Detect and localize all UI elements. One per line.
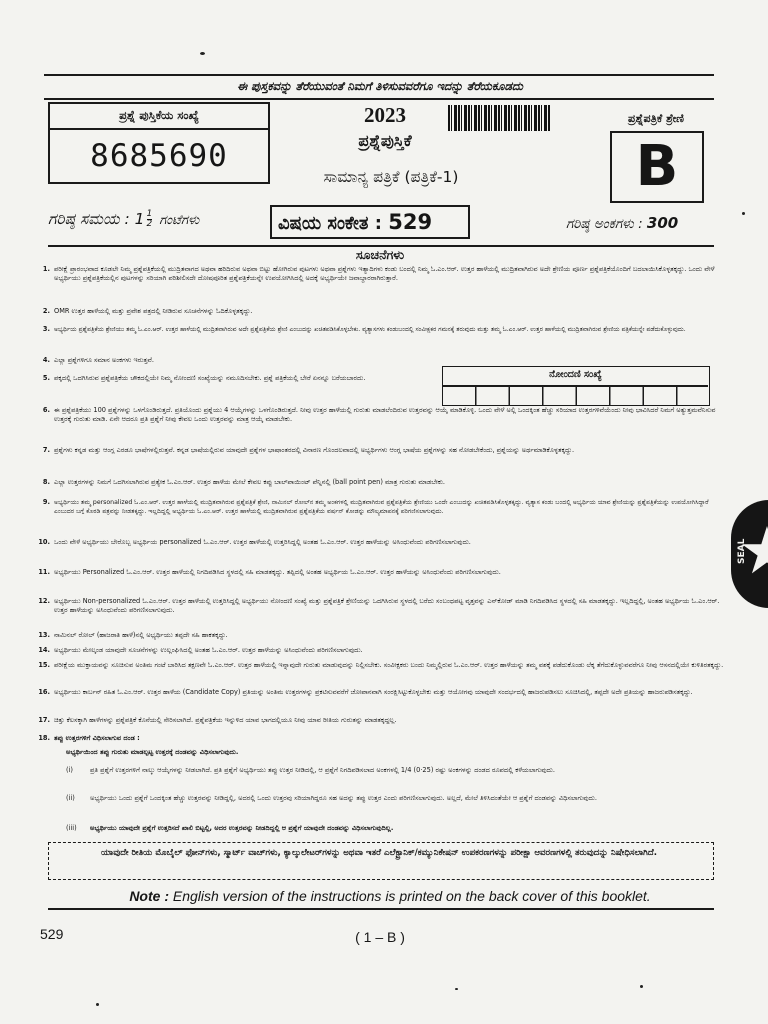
instruction-text: ಅಭ್ಯರ್ಥಿಯು ಕಾರ್ಬನ್ ರಹಿತ ಓ.ಎಂ.ಆರ್. ಉತ್ತರ ಹಾಳೆಯ (Candidate Copy) ಪ್ರತಿಯನ್ನು ಅಂತಿಮ ಉತ್ತರಗಳನ್ನು ಪ್ರಕಟಿಸುವವರೆಗೆ ಜೋಪಾನವಾಗಿ ಸಂರಕ್ಷಿಸಿಟ್ಟುಕೊಳ್ಳಬೇಕು ಮತ್ತು ಆಯೋಗವು ಯಾವುದೇ ಸಂದರ್ಭದಲ್ಲಿ ಹಾಜರುಪಡಿಸಲು ಸೂಚಿಸಿದಲ್ಲಿ, ತಪ್ಪದೇ ಅದೇ ಪ್ರತಿಯನ್ನು ಹಾಜರುಪಡಿಸತಕ್ಕದ್ದು.: [54, 688, 693, 696]
time-frac-den: 2: [146, 219, 153, 229]
time-label: ಗರಿಷ್ಠ ಸಮಯ : 1: [48, 210, 145, 228]
max-time: [48, 210, 263, 229]
instruction-item-10: [30, 538, 720, 558]
instruction-item-14: [30, 646, 730, 657]
instruction-number: 4.: [42, 356, 50, 364]
register-number-cells[interactable]: [443, 387, 708, 405]
max-marks: [566, 214, 726, 232]
instruction-number: 10.: [38, 538, 50, 546]
scan-speck: [640, 985, 643, 988]
penalty-number: (iii): [66, 824, 77, 832]
penalty-item-3: [66, 824, 716, 836]
instruction-item-12: [30, 597, 720, 627]
instruction-number: 9.: [42, 498, 50, 506]
time-unit: ಗಂಟೆಗಳು: [159, 213, 200, 228]
max-marks-value: 300: [646, 214, 679, 232]
barcode: [448, 105, 550, 131]
note-prefix: Note :: [129, 888, 169, 904]
instruction-number: 12.: [38, 597, 50, 605]
scan-speck: [200, 52, 205, 55]
instruction-number: 1.: [42, 265, 50, 273]
subject-code: [278, 210, 464, 234]
instruction-text: ತಪ್ಪು ಉತ್ತರಗಳಿಗೆ ವಿಧಿಸಲಾಗುವ ದಂಡ :: [54, 734, 140, 742]
instruction-number: 3.: [42, 325, 50, 333]
penalty-text: ಅಭ್ಯರ್ಥಿಯು ಒಂದು ಪ್ರಶ್ನೆಗೆ ಒಂದಕ್ಕಿಂತ ಹೆಚ್ಚು ಉತ್ತರವನ್ನು ನೀಡಿದ್ದಲ್ಲಿ, ಅದರಲ್ಲಿ ಒಂದು ಉತ್ತರವು ಸರಿಯಾಗಿದ್ದರೂ ಸಹ ಅದನ್ನು ತಪ್ಪು ಉತ್ತರ ಎಂದು ಪರಿಗಣಿಸಲಾಗುವುದು. ಅಲ್ಲದೆ, ಮೇಲೆ ತಿಳಿಸಿದಂತೆಯೇ ಆ ಪ್ರಶ್ನೆಗೆ ದಂಡವನ್ನು ವಿಧಿಸಲಾಗುವುದು.: [90, 794, 597, 802]
instruction-item-5: [30, 374, 435, 396]
instructions-heading: ಸೂಚನೆಗಳು: [355, 247, 405, 262]
booklet-serial-label: ಪ್ರಶ್ನೆ ಪುಸ್ತಿಕೆಯ ಸಂಖ್ಯೆ: [119, 108, 199, 122]
instruction-number: 14.: [38, 646, 50, 654]
instruction-item-11: [30, 568, 720, 588]
series-letter: B: [635, 134, 679, 199]
instruction-item-7: [30, 446, 730, 466]
footer-page: ( 1 – B ): [355, 929, 405, 945]
top-notice: ಈ ಪುಸ್ತಕವನ್ನು ತೆರೆಯುವಂತೆ ನಿಮಗೆ ತಿಳಿಸುವವರೆಗೂ ಇದನ್ನು ತೆರೆಯಕೂಡದು: [237, 79, 523, 93]
electronics-ban-notice: ಯಾವುದೇ ರೀತಿಯ ಮೊಬೈಲ್ ಫೋನ್‌ಗಳು, ಸ್ಮಾರ್ಟ್ ವಾಚ್‌ಗಳು, ಕ್ಯಾಲ್ಕುಲೇಟರ್‌ಗಳನ್ನು ಅಥವಾ ಇತರೆ ಎಲೆಕ್ಟ್ರಾನಿಕ್/ಕಮ್ಯುನಿಕೇಷನ್ ಉಪಕರಣಗಳನ್ನು ಪರೀಕ್ಷಾ ಆವರಣಗಳಲ್ಲಿ ತರುವುದನ್ನು ನಿಷೇಧಿಸಲಾಗಿದೆ.: [100, 848, 658, 858]
instruction-text: ಈ ಪ್ರಶ್ನೆಪತ್ರಿಕೆಯು 100 ಪ್ರಶ್ನೆಗಳನ್ನು ಒಳಗೊಂಡಿರುತ್ತದೆ. ಪ್ರತಿಯೊಂದು ಪ್ರಶ್ನೆಯು 4 ಆಯ್ಕೆಗಳನ್ನು ಒಳಗೊಂಡಿರುತ್ತದೆ. ನೀವು ಉತ್ತರ ಹಾಳೆಯಲ್ಲಿ ಗುರುತು ಮಾಡಲೆಂದಿರುವ ಉತ್ತರವನ್ನು ಆಯ್ಕೆ ಮಾಡಿಕೊಳ್ಳಿ. ಒಂದು ವೇಳೆ ಅಲ್ಲಿ ಒಂದಕ್ಕಿಂತ ಹೆಚ್ಚು ಸರಿಯಾದ ಉತ್ತರಗಳಿವೆಯೆಂದು ನೀವು ಭಾವಿಸಿದರೆ ನಿಮಗೆ ಅತ್ಯುತ್ತಮವೆನಿಸುವ ಉತ್ತರಕ್ಕೆ ಗುರುತು ಮಾಡಿ. ಏನೇ ಆದರೂ ಪ್ರತಿ ಪ್ರಶ್ನೆಗೆ ನೀವು ಕೇವಲ ಒಂದು ಉತ್ತರವನ್ನು ಮಾತ್ರ ಆಯ್ಕೆ ಮಾಡಬೇಕು.: [54, 406, 716, 424]
register-number-label: ನೋಂದಣಿ ಸಂಖ್ಯೆ: [549, 369, 602, 380]
instruction-number: 8.: [42, 478, 50, 486]
instruction-item-18: [30, 734, 730, 745]
english-version-note: [60, 888, 720, 904]
penalty-number: (i): [66, 766, 73, 774]
instruction-item-16: [30, 688, 730, 708]
instruction-text: ಒಂದು ವೇಳೆ ಅಭ್ಯರ್ಥಿಯು ಬೇರೊಬ್ಬ ಅಭ್ಯರ್ಥಿಯ personalized ಓ.ಎಂ.ಆರ್. ಉತ್ತರ ಹಾಳೆಯಲ್ಲಿ ಉತ್ತರಿಸಿದ್ದಲ್ಲಿ ಅಂತಹ ಓ.ಎಂ.ಆರ್. ಉತ್ತರ ಹಾಳೆಯನ್ನು ಅಸಿಂಧುವೆಂದು ಪರಿಗಣಿಸಲಾಗುವುದು.: [54, 538, 471, 546]
note-text: English version of the instructions is printed on the back cover of this booklet.: [172, 888, 651, 904]
seal-sticker: [731, 500, 768, 608]
penalty-text: ಅಭ್ಯರ್ಥಿಯು ಯಾವುದೇ ಪ್ರಶ್ನೆಗೆ ಉತ್ತರಿಸದೆ ಖಾಲಿ ಬಿಟ್ಟಲ್ಲಿ, ಅದರ ಉತ್ತರವನ್ನು ನೀಡದಿದ್ದಲ್ಲಿ ಆ ಪ್ರಶ್ನೆಗೆ ಯಾವುದೇ ದಂಡವನ್ನು ವಿಧಿಸಲಾಗುವುದಿಲ್ಲ.: [90, 824, 394, 832]
instruction-number: 2.: [42, 307, 50, 315]
instruction-number: 16.: [38, 688, 50, 696]
penalty-heading: ಅಭ್ಯರ್ಥಿಯಿಂದ ತಪ್ಪು ಗುರುತು ಮಾಡಲ್ಪಟ್ಟ ಉತ್ತರಕ್ಕೆ ದಂಡವನ್ನು ವಿಧಿಸಲಾಗುವುದು.: [66, 748, 239, 756]
instruction-text: ಚಿತ್ತು ಕೆಲಸಕ್ಕಾಗಿ ಹಾಳೆಗಳನ್ನು ಪ್ರಶ್ನೆಪತ್ರಿಕೆ ಕೊನೆಯಲ್ಲಿ ಸೇರಿಸಲಾಗಿದೆ. ಪ್ರಶ್ನೆಪತ್ರಿಕೆಯ ಇನ್ನುಳಿದ ಯಾವ ಭಾಗದಲ್ಲಿಯೂ ನೀವು ಯಾವ ರೀತಿಯ ಗುರುತನ್ನು ಮಾಡತಕ್ಕದ್ದಲ್ಲ.: [54, 716, 397, 724]
note-rule: [48, 908, 714, 910]
instruction-text: OMR ಉತ್ತರ ಹಾಳೆಯಲ್ಲಿ ಮತ್ತು ಪ್ರವೇಶ ಪತ್ರದಲ್ಲಿ ನೀಡಿರುವ ಸೂಚನೆಗಳನ್ನು ಓದಿಕೊಳ್ಳತಕ್ಕದ್ದು.: [54, 307, 253, 315]
penalty-text: ಪ್ರತಿ ಪ್ರಶ್ನೆಗೆ ಉತ್ತರಗಳಿಗೆ ನಾಲ್ಕು ಆಯ್ಕೆಗಳನ್ನು ನೀಡಲಾಗಿದೆ. ಪ್ರತಿ ಪ್ರಶ್ನೆಗೆ ಅಭ್ಯರ್ಥಿಯು ತಪ್ಪು ಉತ್ತರ ನೀಡಿದಲ್ಲಿ, ಆ ಪ್ರಶ್ನೆಗೆ ನಿಗದಿಪಡಿಸಲಾದ ಅಂಕಗಳಲ್ಲಿ 1/4 (0·25) ರಷ್ಟು ಅಂಕಗಳನ್ನು ದಂಡದ ರೂಪದಲ್ಲಿ ಕಳೆಯಲಾಗುವುದು.: [90, 766, 556, 774]
instruction-item-2: [30, 307, 730, 318]
notice-rule: [44, 98, 714, 100]
electronics-ban-box: [48, 842, 714, 880]
instruction-text: ಅಭ್ಯರ್ಥಿಯು Non-personalized ಓ.ಎಂ.ಆರ್. ಉತ್ತರ ಹಾಳೆಯಲ್ಲಿ ಉತ್ತರಿಸಿದ್ದಲ್ಲಿ ಅಭ್ಯರ್ಥಿಯು ನೋಂದಣಿ ಸಂಖ್ಯೆ ಮತ್ತು ಪ್ರಶ್ನೆಪತ್ರಿಕೆ ಶ್ರೇಣಿಯನ್ನು ಒದಗಿಸಿರುವ ಸ್ಥಳದಲ್ಲಿ ಬರೆದು ಸಂಬಂಧಪಟ್ಟ ವೃತ್ತವನ್ನು ಎನ್‌ಕೋಡ್ ಮಾಡಿ ನಿಗದಿಪಡಿಸಿದ ಸ್ಥಳದಲ್ಲಿ ಸಹಿ ಮಾಡತಕ್ಕದ್ದು. ಇಲ್ಲದಿದ್ದಲ್ಲಿ, ಅಂತಹ ಅಭ್ಯರ್ಥಿಯ ಓ.ಎಂ.ಆರ್. ಉತ್ತರ ಹಾಳೆಯನ್ನು ಅಸಿಂಧುವೆಂದು ಪರಿಗಣಿಸಲಾಗುವುದು.: [54, 597, 720, 615]
instruction-text: ಪ್ರಶ್ನೆಗಳು ಕನ್ನಡ ಮತ್ತು ಆಂಗ್ಲ ಎರಡೂ ಭಾಷೆಗಳಲ್ಲಿರುತ್ತವೆ. ಕನ್ನಡ ಭಾಷೆಯಲ್ಲಿರುವ ಯಾವುದೇ ಪ್ರಶ್ನೆಗಳ ಭಾಷಾಂತರದಲ್ಲಿ ವಿನಾರಣ ಗೊಂದಲವಾದಲ್ಲಿ ಅಭ್ಯರ್ಥಿಗಳು ಆಂಗ್ಲ ಭಾಷೆಯ ಪ್ರಶ್ನೆಗಳನ್ನು ಸಹ ನೋಡಬೇಕೆಂದು, ಪ್ರಶ್ನೆಯನ್ನು ಅರ್ಥಮಾಡಿಕೊಳ್ಳತಕ್ಕದ್ದು.: [54, 446, 575, 454]
instruction-text: ಅಭ್ಯರ್ಥಿಯು ಮೇಲ್ಕಂಡ ಯಾವುದೇ ಸೂಚನೆಗಳನ್ನು ಉಲ್ಲಂಘಿಸಿದಲ್ಲಿ ಅಂತಹ ಓ.ಎಂ.ಆರ್. ಉತ್ತರ ಹಾಳೆಯನ್ನು ಅಸಿಂಧುವೆಂದು ಪರಿಗಣಿಸಲಾಗುವುದು.: [54, 646, 363, 654]
penalty-number: (ii): [66, 794, 75, 802]
max-marks-label: ಗರಿಷ್ಠ ಅಂಕಗಳು :: [566, 216, 643, 232]
instruction-text: ಅಭ್ಯರ್ಥಿಯು Personalized ಓ.ಎಂ.ಆರ್. ಉತ್ತರ ಹಾಳೆಯಲ್ಲಿ ನಿಗದಿಪಡಿಸಿದ ಸ್ಥಳದಲ್ಲಿ ಸಹಿ ಮಾಡತಕ್ಕದ್ದು. ತಪ್ಪಿದಲ್ಲಿ ಅಂತಹ ಅಭ್ಯರ್ಥಿಯ ಓ.ಎಂ.ಆರ್. ಉತ್ತರ ಹಾಳೆಯನ್ನು ಅಸಿಂಧುವೆಂದು ಪರಿಗಣಿಸಲಾಗುವುದು.: [54, 568, 501, 576]
instruction-text: ಪರೀಕ್ಷೆಯ ಮುಕ್ತಾಯವನ್ನು ಸೂಚಿಸುವ ಅಂತಿಮ ಗಂಟೆ ಬಾರಿಸಿದ ತಕ್ಷಣವೇ ಓ.ಎಂ.ಆರ್. ಉತ್ತರ ಹಾಳೆಯಲ್ಲಿ ಇನ್ನಾವುದೇ ಗುರುತು ಮಾಡುವುದನ್ನು ನಿಲ್ಲಿಸಬೇಕು. ಸಂವೀಕ್ಷಕರು ಬಂದು ನಿಮ್ಮಲ್ಲಿರುವ ಓ.ಎಂ.ಆರ್. ಉತ್ತರ ಹಾಳೆಯನ್ನು ತಮ್ಮ ವಶಕ್ಕೆ ಪಡೆದುಕೊಂಡು ಲೆಕ್ಕ ತೆಗೆದುಕೊಳ್ಳುವವರೆಗೂ ನೀವು ಆಸನದಲ್ಲಿಯೇ ಕುಳಿತಿರತಕ್ಕದ್ದು.: [54, 661, 724, 669]
booklet-serial-number: 8685690: [90, 138, 228, 174]
instruction-text: ನಾಮಿನಲ್ ರೋಲ್ (ಹಾಜರಾತಿ ಹಾಳೆ)ನಲ್ಲಿ ಅಭ್ಯರ್ಥಿಯು ತಪ್ಪದೇ ಸಹಿ ಹಾಕತಕ್ಕದ್ದು.: [54, 631, 228, 639]
instruction-number: 11.: [38, 568, 50, 576]
instruction-text: ಎಲ್ಲಾ ಉತ್ತರಗಳನ್ನು ನಿಮಗೆ ಒದಗಿಸಲಾಗಿರುವ ಪ್ರತ್ಯೇಕ ಓ.ಎಂ.ಆರ್. ಉತ್ತರ ಹಾಳೆಯ ಮೇಲೆ ಕೇವಲ ಕಪ್ಪು ಬಾಲ್‌ಪಾಯಿಂಟ್ ಪೆನ್ನಿನಲ್ಲಿ (ball point pen) ಮಾತ್ರ ಗುರುತು ಮಾಡಬೇಕು.: [54, 478, 446, 486]
instruction-item-17: [30, 716, 730, 727]
instruction-item-1: [30, 265, 730, 303]
instruction-number: 13.: [38, 631, 50, 639]
register-number-box: [442, 366, 710, 406]
booklet-title: ಪ್ರಶ್ನೆಪುಸ್ತಿಕೆ: [358, 131, 412, 150]
scan-speck: [455, 988, 458, 990]
series-label: ಪ್ರಶ್ನೆಪತ್ರಿಕೆ ಶ್ರೇಣಿ: [628, 112, 684, 125]
instruction-text: ಅಭ್ಯರ್ಥಿಯ ಪ್ರಶ್ನೆಪತ್ರಿಕೆಯ ಶ್ರೇಣಿಯು ತಮ್ಮ ಓ.ಎಂ.ಆರ್. ಉತ್ತರ ಹಾಳೆಯಲ್ಲಿ ಮುದ್ರಿತವಾಗಿರುವ ಅದೇ ಪ್ರಶ್ನೆಪತ್ರಿಕೆಯ ಶ್ರೇಣಿ ಎಂಬುದನ್ನು ಖಚಿತಪಡಿಸಿಕೊಳ್ಳಬೇಕು. ವ್ಯತ್ಯಾಸಗಳು ಕಂಡುಬಂದಲ್ಲಿ ಸಂವೀಕ್ಷಕರ ಗಮನಕ್ಕೆ ತರುವುದು ಮತ್ತು ತಮ್ಮ ಓ.ಎಂ.ಆರ್. ಉತ್ತರ ಹಾಳೆಯಲ್ಲಿ ಮುದ್ರಿತವಾಗಿರುವ ಶ್ರೇಣಿಯ ಪತ್ರಿಕೆಯನ್ನೇ ಪಡೆದುಕೊಳ್ಳುವುದು.: [54, 326, 686, 333]
subject-code-label: ವಿಷಯ ಸಂಕೇತ :: [278, 213, 382, 234]
instruction-text: ಪರೀಕ್ಷೆ ಪ್ರಾರಂಭವಾದ ಕೂಡಲೇ ನಿಮ್ಮ ಪ್ರಶ್ನೆಪತ್ರಿಕೆಯಲ್ಲಿ ಮುದ್ರಿತವಾಗದ ಅಥವಾ ಹರಿದಿರುವ ಅಥವಾ ಬಿಟ್ಟು ಹೋಗಿರುವ ಪುಟಗಳು ಅಥವಾ ಪ್ರಶ್ನೆಗಳು ಇತ್ಯಾದಿಗಳು ಕಂಡು ಬಂದಲ್ಲಿ ನಿಮ್ಮ ಓ.ಎಂ.ಆರ್. ಉತ್ತರ ಹಾಳೆಯಲ್ಲಿ ಮುದ್ರಿತವಾಗಿರುವ ಅದೇ ಶ್ರೇಣಿಯ ಪೂರ್ಣ ಪ್ರಶ್ನೆಪತ್ರಿಕೆಯೊಂದಿಗೆ ಬದಲಾಯಿಸಿಕೊಳ್ಳತಕ್ಕದ್ದು. ಒಂದು ವೇಳೆ ಅಭ್ಯರ್ಥಿಯು ಪ್ರಶ್ನೆಪತ್ರಿಕೆಯಲ್ಲಿನ ಪುಟಗಳನ್ನು ಸರಿಯಾಗಿ ಪರಿಶೀಲಿಸದೇ ದೋಷಪೂರಿತ ಪ್ರಶ್ನೆಪತ್ರಿಕೆಯನ್ನೇ ಉಪಯೋಗಿಸಿದಲ್ಲಿ ಅದಕ್ಕೆ ಅಭ್ಯರ್ಥಿಯೇ ಜವಾಬ್ದಾರರಾಗಿರುತ್ತಾರೆ.: [54, 265, 715, 283]
instruction-text: ಅಭ್ಯರ್ಥಿಯು ತಮ್ಮ personalized ಓ.ಎಂ.ಆರ್. ಉತ್ತರ ಹಾಳೆಯಲ್ಲಿ ಮುದ್ರಿತವಾಗಿರುವ ಪ್ರಶ್ನೆಪತ್ರಿಕೆ ಶ್ರೇಣಿ, ನಾಮಿನಲ್ ರೋಲ್‌ನ ತಮ್ಮ ಅಂಕಗಳಲ್ಲಿ ಮುದ್ರಿತವಾಗಿರುವ ಪ್ರಶ್ನೆಪತ್ರಿಕೆಯ ಶ್ರೇಣಿಯು ಒಂದೇ ಎಂಬುದನ್ನು ಖಚಿತಪಡಿಸಿಕೊಳ್ಳತಕ್ಕದ್ದು. ವ್ಯತ್ಯಾಸ ಕಂಡು ಬಂದಲ್ಲಿ ಅಭ್ಯರ್ಥಿಯ ಯಾವ ಶ್ರೇಣಿಯನ್ನು ಪ್ರಶ್ನೆಪತ್ರಿಕೆಯನ್ನು ಉಪಯೋಗಿಸಿದ್ದಾರೆ ಎಂಬುದರ ಬಗ್ಗೆ ಕೊಠಡಿ ಪತ್ರವನ್ನು ನೀಡತಕ್ಕದ್ದು. ಇಲ್ಲದಿದ್ದಲ್ಲಿ ಅಭ್ಯರ್ಥಿಯ ಓ.ಎಂ.ಆರ್. ಉತ್ತರ ಹಾಳೆಯಲ್ಲಿ ಮುದ್ರಿತವಾಗಿರುವ ಪ್ರಶ್ನೆಪತ್ರಿಕೆಯ ವರ್ಷನ್ ಕೋಡನ್ನು ಮೌಲ್ಯಮಾಪನಕ್ಕೆ ಪರಿಗಣಿಸಲಾಗುವುದು.: [54, 499, 709, 516]
instruction-number: 17.: [38, 716, 50, 724]
subject-code-value: 529: [388, 210, 433, 234]
instruction-number: 5.: [42, 374, 50, 382]
footer-code: 529: [40, 926, 64, 942]
instruction-item-6: [30, 406, 730, 444]
instruction-item-3: [30, 325, 730, 345]
instruction-item-13: [30, 631, 730, 642]
instruction-number: 7.: [42, 446, 50, 454]
instruction-number: 18.: [38, 734, 50, 742]
penalty-item-2: [66, 794, 716, 816]
penalty-item-1: [66, 766, 716, 788]
top-rule: [44, 74, 714, 76]
time-frac-num: 1: [146, 209, 153, 219]
booklet-serial-box: [48, 102, 270, 184]
series-box: [610, 131, 704, 203]
instruction-item-8: [30, 478, 730, 489]
paper-title: ಸಾಮಾನ್ಯ ಪತ್ರಿಕೆ (ಪತ್ರಿಕೆ-1): [323, 168, 459, 186]
instruction-item-9: [30, 498, 720, 536]
instruction-item-4: [30, 356, 730, 367]
instruction-number: 15.: [38, 661, 50, 669]
instruction-number: 6.: [42, 406, 50, 414]
subject-code-box: [270, 205, 470, 239]
scan-speck: [742, 212, 745, 215]
instruction-item-15: [30, 661, 730, 681]
instruction-text: ಪಕ್ಕದಲ್ಲಿ ಒದಗಿಸಿರುವ ಪ್ರಶ್ನೆಪತ್ರಿಕೆಯ ಚೌಕದಲ್ಲಿಯೇ ನಿಮ್ಮ ನೋಂದಣಿ ಸಂಖ್ಯೆಯನ್ನು ನಮೂದಿಸಬೇಕು. ಪ್ರಶ್ನೆ ಪತ್ರಿಕೆಯಲ್ಲಿ ಬೇರೆ ಏನನ್ನೂ ಬರೆಯಬಾರದು.: [54, 374, 366, 382]
exam-year: 2023: [364, 103, 406, 127]
instruction-text: ಎಲ್ಲಾ ಪ್ರಶ್ನೆಗಳಿಗೂ ಸಮಾನ ಅಂಕಗಳು ಇರುತ್ತವೆ.: [54, 356, 154, 364]
scan-speck: [96, 1003, 99, 1006]
seal-text: SEAL: [737, 538, 747, 564]
